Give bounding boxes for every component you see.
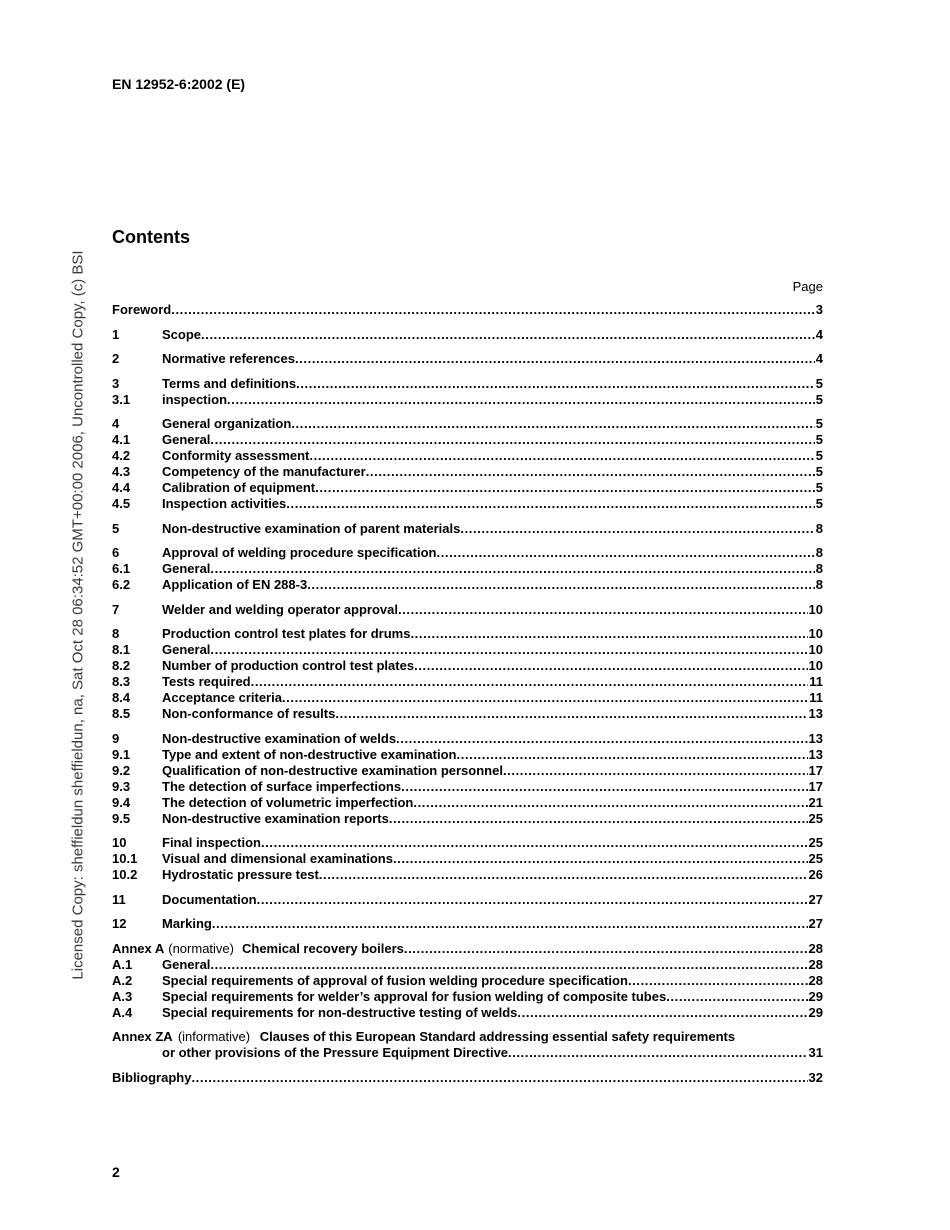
toc-page: 29 xyxy=(808,1004,823,1020)
toc-title: General organization xyxy=(162,416,292,431)
annex-type: (informative) xyxy=(177,1029,251,1044)
toc-title: General xyxy=(162,432,211,447)
page-column-label: Page xyxy=(792,279,823,294)
toc-number: 3.1 xyxy=(112,391,131,407)
document-id: EN 12952-6:2002 (E) xyxy=(112,76,246,92)
toc-title: inspection xyxy=(162,391,228,407)
toc-number: 9.1 xyxy=(112,746,131,762)
toc-page: 8 xyxy=(815,545,823,560)
toc-title: The detection of surface imperfections xyxy=(162,778,402,794)
annex-label: Annex ZA xyxy=(112,1029,173,1044)
toc-title: Acceptance criteria xyxy=(162,690,282,705)
toc-entry[interactable] xyxy=(112,811,823,827)
toc-page: 3 xyxy=(815,302,823,317)
toc-title: Qualification of non-destructive examination personnel xyxy=(162,762,503,778)
toc-number: 8 xyxy=(112,626,120,641)
toc-page: 31 xyxy=(808,1045,823,1060)
toc-number: 8.3 xyxy=(112,674,131,689)
toc-page: 5 xyxy=(815,480,823,495)
toc-title: General xyxy=(162,956,211,972)
toc-number: 9.2 xyxy=(112,762,131,778)
toc-page: 13 xyxy=(808,746,823,762)
annex-label: Annex A xyxy=(112,940,165,956)
toc-page: 10 xyxy=(808,658,823,673)
toc-entry[interactable] xyxy=(112,626,823,642)
toc-title: Clauses of this European Standard addressing essential safety requirements xyxy=(259,1029,736,1044)
toc-title: Special requirements for welder’s approval for fusion welding of composite tubes xyxy=(162,988,667,1004)
toc-page: 8 xyxy=(815,577,823,592)
toc-number: 4.4 xyxy=(112,480,131,495)
toc-title: Chemical recovery boilers xyxy=(242,940,404,956)
toc-page: 11 xyxy=(809,690,823,705)
toc-number: 8.2 xyxy=(112,658,131,673)
toc-title: Special requirements of approval of fusion welding procedure specification xyxy=(162,972,628,988)
toc-number: 10 xyxy=(112,835,127,850)
toc-number: A.4 xyxy=(112,1004,133,1020)
toc-title: Tests required xyxy=(162,674,251,689)
toc-entry[interactable] xyxy=(112,561,823,577)
toc-page: 28 xyxy=(808,972,823,988)
toc-page: 25 xyxy=(808,810,823,826)
toc-number: 10.1 xyxy=(112,851,138,866)
toc-number: 10.2 xyxy=(112,867,138,882)
toc-entry[interactable] xyxy=(112,706,823,722)
toc-number: 9.4 xyxy=(112,794,131,810)
toc-entry[interactable] xyxy=(112,674,823,690)
toc-number: 1 xyxy=(112,326,120,342)
toc-number: 9.3 xyxy=(112,778,131,794)
toc-entry[interactable] xyxy=(112,690,823,706)
toc-page: 5 xyxy=(815,496,823,511)
toc-number: A.2 xyxy=(112,972,133,988)
toc-title: Bibliography xyxy=(112,1069,192,1085)
toc-entry[interactable] xyxy=(112,521,823,537)
license-watermark: Licensed Copy: sheffieldun sheffieldun, na, Sat Oct 28 06:34:52 GMT+00:00 2006, Uncontrolled Copy, (c) BSI xyxy=(69,250,87,980)
toc-number: 4 xyxy=(112,416,120,431)
toc-entry[interactable] xyxy=(112,392,823,408)
toc-title: Non-destructive examination of welds xyxy=(162,730,397,746)
toc-title-continued: or other provisions of the Pressure Equipment Directive xyxy=(162,1045,509,1060)
toc-title: Application of EN 288-3 xyxy=(162,577,308,592)
toc-title: Special requirements for non-destructive testing of welds xyxy=(162,1004,518,1020)
annex-type: (normative) xyxy=(168,940,234,956)
toc-title: Calibration of equipment xyxy=(162,480,316,495)
toc-title: Normative references xyxy=(162,351,295,366)
toc-entry-foreword[interactable] xyxy=(112,302,823,318)
toc-number: 2 xyxy=(112,351,120,366)
toc-entry[interactable] xyxy=(112,795,823,811)
toc-number: 8.4 xyxy=(112,690,131,705)
toc-page: 13 xyxy=(808,706,823,721)
toc-entry[interactable] xyxy=(112,416,823,432)
toc-number: 4.1 xyxy=(112,432,131,447)
toc-entry[interactable] xyxy=(112,642,823,658)
toc-entry[interactable] xyxy=(112,602,823,618)
toc-entry[interactable] xyxy=(112,1005,823,1021)
toc-entry[interactable] xyxy=(112,835,823,851)
toc-page: 25 xyxy=(808,835,823,850)
toc-title: Inspection activities xyxy=(162,496,287,511)
toc-entry[interactable] xyxy=(112,480,823,496)
toc-number: 3 xyxy=(112,375,120,391)
toc-page: 5 xyxy=(815,448,823,463)
toc-entry[interactable] xyxy=(112,916,823,932)
toc-entry[interactable] xyxy=(112,577,823,593)
toc-number: 4.5 xyxy=(112,496,131,511)
toc-number: 9 xyxy=(112,730,120,746)
toc-entry[interactable] xyxy=(112,432,823,448)
toc-page: 4 xyxy=(815,351,823,366)
toc-page: 17 xyxy=(808,762,823,778)
toc-entry-bibliography[interactable] xyxy=(112,1070,823,1086)
toc-number: 6.1 xyxy=(112,561,131,576)
toc-entry[interactable] xyxy=(112,496,823,512)
toc-page: 8 xyxy=(815,561,823,576)
toc-entry[interactable] xyxy=(112,957,823,973)
toc-title: Documentation xyxy=(162,891,257,907)
toc-page: 26 xyxy=(808,867,823,882)
toc-entry[interactable] xyxy=(112,731,823,747)
toc-number: 4.2 xyxy=(112,448,131,463)
toc-entry[interactable] xyxy=(112,464,823,480)
toc-number: 8.5 xyxy=(112,706,131,721)
toc-entry[interactable] xyxy=(112,658,823,674)
toc-entry-annex-za[interactable] xyxy=(112,1029,823,1061)
toc-title: Hydrostatic pressure test xyxy=(162,867,319,882)
toc-page: 29 xyxy=(808,988,823,1004)
toc-entry[interactable] xyxy=(112,892,823,908)
toc-page: 28 xyxy=(808,940,823,956)
toc-number: 6.2 xyxy=(112,577,131,592)
toc-page: 5 xyxy=(815,432,823,447)
page-number: 2 xyxy=(112,1164,120,1180)
toc-title: Foreword xyxy=(112,302,172,317)
toc-title: General xyxy=(162,561,211,576)
toc-number: 8.1 xyxy=(112,642,131,657)
toc-page: 13 xyxy=(808,730,823,746)
toc-title: Production control test plates for drums xyxy=(162,626,411,641)
toc-entry[interactable] xyxy=(112,763,823,779)
toc-title: Approval of welding procedure specification xyxy=(162,545,437,560)
toc-number: 6 xyxy=(112,545,120,560)
table-of-contents xyxy=(112,302,823,1086)
toc-number: 11 xyxy=(112,891,126,907)
toc-number: 7 xyxy=(112,601,120,617)
toc-page: 10 xyxy=(808,642,823,657)
toc-entry[interactable] xyxy=(112,351,823,367)
toc-entry[interactable] xyxy=(112,376,823,392)
toc-number: 4.3 xyxy=(112,464,131,479)
toc-title: Non-conformance of results xyxy=(162,706,336,721)
page-title: Contents xyxy=(112,227,190,247)
toc-title: Non-destructive examination reports xyxy=(162,810,389,826)
toc-page: 8 xyxy=(815,520,823,536)
toc-entry[interactable] xyxy=(112,867,823,883)
toc-title: Final inspection xyxy=(162,835,261,850)
toc-title: Number of production control test plates xyxy=(162,658,415,673)
toc-page: 10 xyxy=(808,626,823,641)
toc-entry[interactable] xyxy=(112,779,823,795)
toc-entry[interactable] xyxy=(112,973,823,989)
toc-page: 27 xyxy=(808,916,823,931)
toc-title: Conformity assessment xyxy=(162,448,310,463)
toc-title: Marking xyxy=(162,916,212,931)
toc-page: 28 xyxy=(808,956,823,972)
toc-page: 5 xyxy=(815,416,823,431)
toc-entry[interactable] xyxy=(112,989,823,1005)
toc-entry[interactable] xyxy=(112,747,823,763)
toc-entry-annex-a[interactable] xyxy=(112,941,823,957)
toc-title: General xyxy=(162,642,211,657)
toc-page: 5 xyxy=(815,391,823,407)
toc-page: 5 xyxy=(815,375,823,391)
toc-page: 32 xyxy=(808,1069,823,1085)
toc-title: Competency of the manufacturer xyxy=(162,464,366,479)
toc-entry[interactable] xyxy=(112,545,823,561)
toc-number: A.1 xyxy=(112,956,133,972)
toc-page: 10 xyxy=(808,601,823,617)
toc-entry[interactable] xyxy=(112,851,823,867)
toc-page: 4 xyxy=(815,326,823,342)
toc-title: Visual and dimensional examinations xyxy=(162,851,393,866)
toc-page: 11 xyxy=(809,674,823,689)
toc-number: 5 xyxy=(112,520,120,536)
toc-title: Type and extent of non-destructive examination xyxy=(162,746,457,762)
toc-page: 27 xyxy=(808,891,823,907)
toc-title: Welder and welding operator approval xyxy=(162,601,398,617)
toc-page: 17 xyxy=(808,778,823,794)
toc-number: 9.5 xyxy=(112,810,131,826)
toc-entry[interactable] xyxy=(112,327,823,343)
toc-number: A.3 xyxy=(112,988,133,1004)
toc-page: 21 xyxy=(808,794,823,810)
toc-title: Non-destructive examination of parent materials xyxy=(162,520,461,536)
toc-title: Terms and definitions xyxy=(162,375,297,391)
toc-entry[interactable] xyxy=(112,448,823,464)
toc-title: The detection of volumetric imperfection xyxy=(162,794,414,810)
toc-page: 5 xyxy=(815,464,823,479)
toc-number: 12 xyxy=(112,916,127,931)
toc-title: Scope xyxy=(162,326,202,342)
toc-page: 25 xyxy=(808,851,823,866)
